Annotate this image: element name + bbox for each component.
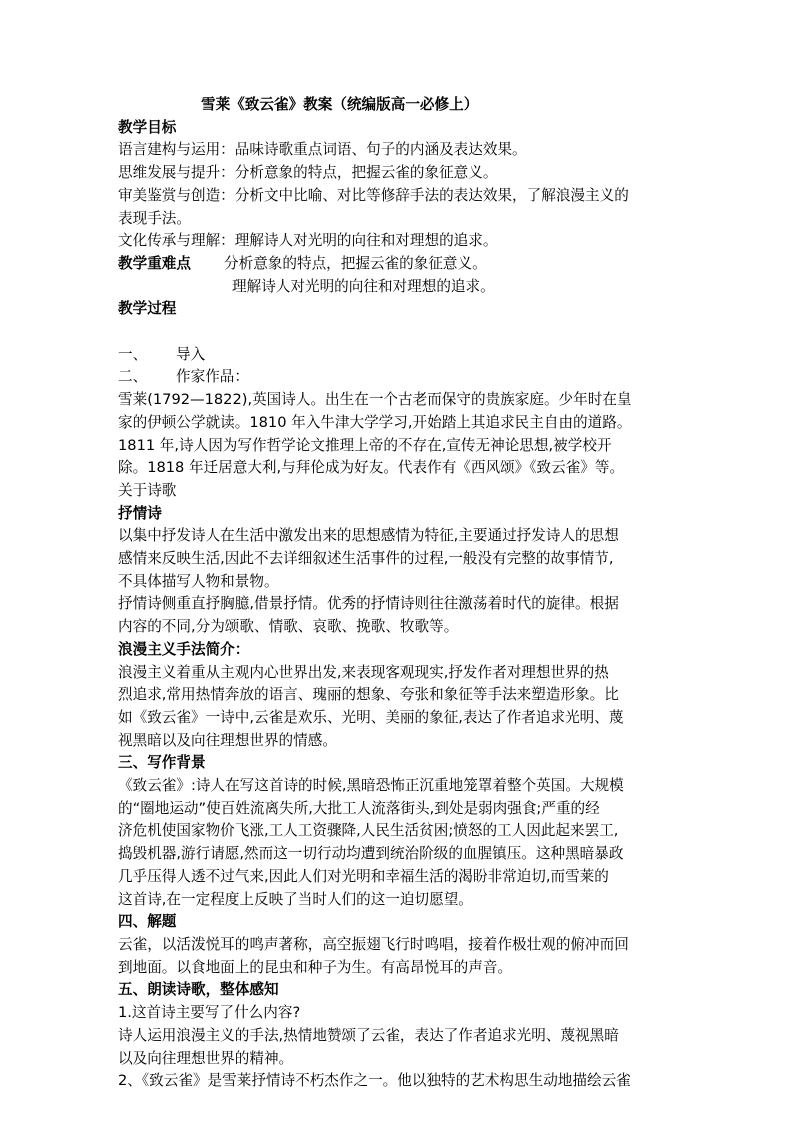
step-author (118, 366, 678, 389)
romantic-line: 视黑暗以及向往理想世界的情感。 (118, 731, 337, 749)
writing-line: 济危机使国家物价飞涨,工人工资骤降,人民生活贫困;愤怒的工人因此起来罢工, (118, 822, 619, 840)
question-1: 1.这首诗主要写了什么内容? (118, 1004, 301, 1022)
writing-line: 《致云雀》:诗人在写这首诗的时候,黑暗恐怖正沉重地笼罩着整个英国。大规模 (118, 777, 624, 795)
author-line: 除。1818 年迁居意大利,与拜伦成为好友。代表作有《西风颂》《致云雀》等。 (118, 459, 625, 477)
objective-line: 表现手法。 (118, 209, 191, 227)
writing-line: 的“圈地运动”使百姓流离失所,大批工人流落街头,到处是弱肉强食;严重的经 (118, 799, 600, 817)
process-heading: 教学过程 (118, 300, 177, 318)
lyric-line: 感情来反映生活,因此不去详细叙述生活事件的过程,一般没有完整的故事情节, (118, 550, 614, 568)
about-poetry: 关于诗歌 (118, 481, 177, 499)
objectives-heading: 教学目标 (118, 118, 177, 136)
romantic-line: 如《致云雀》一诗中,云雀是欢乐、光明、美丽的象征,表达了作者追求光明、蔑 (118, 708, 624, 726)
author-line: 家的伊顿公学就读。1810 年入牛津大学学习,开始踏上其追求民主自由的道路。 (118, 413, 632, 431)
author-line: 1811 年,诗人因为写作哲学论文推理上帝的不存在,宣传无神论思想,被学校开 (118, 436, 612, 454)
writing-line: 捣毁机器,游行请愿,然而这一切行动均遭到统治阶级的血腥镇压。这种黑暗暴政 (118, 845, 624, 863)
lyric-heading: 抒情诗 (118, 504, 162, 522)
difficulty-row (118, 253, 678, 276)
step-number: 一、 (118, 345, 148, 363)
explain-line: 云雀，以活泼悦耳的鸣声著称，高空振翅飞行时鸣唱，接着作极壮观的俯冲而回 (118, 936, 629, 953)
difficulty-label: 教学重难点 (118, 254, 191, 272)
difficulty-point: 分析意象的特点，把握云雀的象征意义。 (224, 254, 487, 272)
objective-line: 思维发展与提升：分析意象的特点，把握云雀的象征意义。 (118, 164, 498, 182)
step-title: 导入 (176, 345, 206, 363)
romantic-line: 浪漫主义着重从主观内心世界出发,来表现客观现实,抒发作者对理想世界的热 (118, 663, 609, 681)
writing-line: 几乎压得人透不过气来,因此人们对光明和幸福生活的渴盼非常迫切,而雪莱的 (118, 867, 609, 885)
difficulty-point: 理解诗人对光明的向往和对理想的追求。 (232, 277, 495, 295)
answer-line: 诗人运用浪漫主义的手法,热情地赞颂了云雀，表达了作者追求光明、蔑视黑暗 (118, 1026, 619, 1044)
author-line: 雪莱(1792—1822),英国诗人。出生在一个古老而保守的贵族家庭。少年时在皇 (118, 391, 632, 409)
document-title: 雪莱《致云雀》教案（统编版高一必修上） (201, 96, 479, 113)
step-title: 作家作品： (176, 368, 249, 386)
lyric-line: 抒情诗侧重直抒胸臆,借景抒情。优秀的抒情诗则往往激荡着时代的旋律。根据 (118, 595, 619, 613)
lyric-line: 不具体描写人物和景物。 (118, 572, 279, 590)
objective-line: 审美鉴赏与创造：分析文中比喻、对比等修辞手法的表达效果，了解浪漫主义的 (118, 186, 629, 204)
writing-line: 这首诗,在一定程度上反映了当时人们的这一迫切愿望。 (118, 890, 473, 908)
blank-line (118, 321, 678, 344)
step-number: 二、 (118, 368, 148, 386)
step-intro (118, 344, 678, 367)
document-body (118, 94, 678, 1093)
question-2: 2、《致云雀》是雪莱抒情诗不朽杰作之一。他以独特的艺术构思生动地描绘云雀 (118, 1072, 631, 1090)
explain-heading: 四、解题 (118, 913, 177, 931)
lyric-line: 以集中抒发诗人在生活中激发出来的思想感情为特征,主要通过抒发诗人的思想 (118, 527, 619, 545)
reading-heading: 五、朗读诗歌，整体感知 (118, 981, 279, 999)
objective-line: 语言建构与运用：品味诗歌重点词语、句子的内涵及表达效果。 (118, 141, 527, 159)
romantic-line: 烈追求,常用热情奔放的语言、瑰丽的想象、夸张和象征等手法来塑造形象。比 (118, 686, 619, 704)
objective-line: 文化传承与理解：理解诗人对光明的向往和对理想的追求。 (118, 232, 498, 250)
explain-line: 到地面。以食地面上的昆虫和种子为生。有高昂悦耳的声音。 (118, 958, 513, 976)
writing-heading: 三、写作背景 (118, 754, 206, 772)
lyric-line: 内容的不同,分为颂歌、情歌、哀歌、挽歌、牧歌等。 (118, 618, 459, 636)
romantic-heading: 浪漫主义手法简介： (118, 640, 250, 658)
answer-line: 以及向往理想世界的精神。 (118, 1049, 294, 1067)
